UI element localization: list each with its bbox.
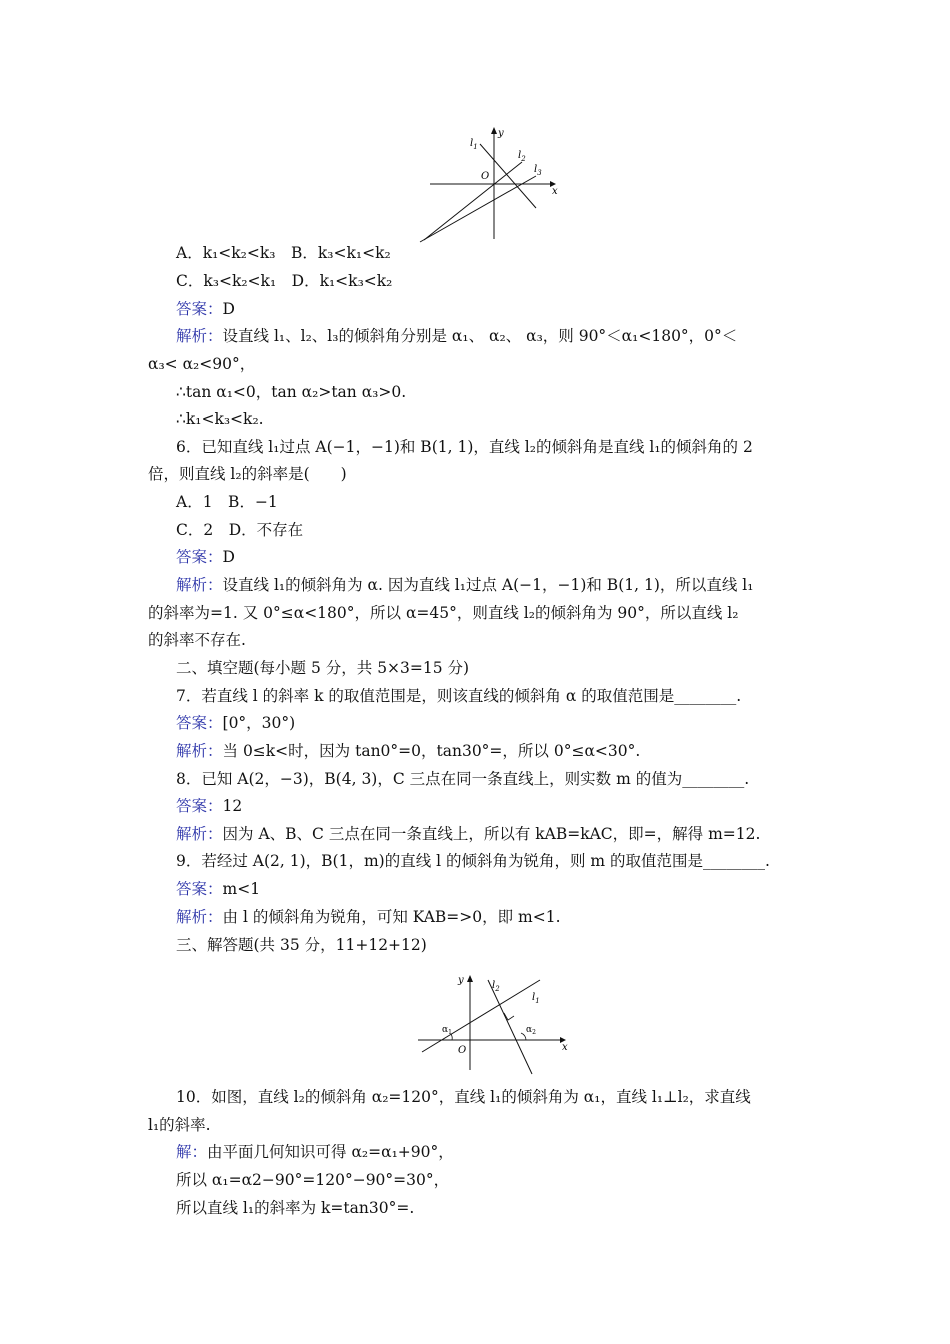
- q6-stem-2: 倍，则直线 l₂的斜率是( ): [148, 465, 347, 483]
- q5-analysis-3: ∴tan α₁<0，tan α₂>tan α₃>0.: [176, 383, 407, 401]
- analysis-label: 解析：: [176, 327, 223, 345]
- label-x: x: [562, 1042, 568, 1053]
- q5-options-cd: C．k₃<k₂<k₁ D．k₁<k₃<k₂: [176, 272, 393, 290]
- q9-analysis: 解析：由 l 的倾斜角为锐角，可知 KAB=>0，即 m<1.: [176, 908, 561, 926]
- label-x: x: [552, 186, 558, 197]
- q8-analysis: 解析：因为 A、B、C 三点在同一条直线上，所以有 kAB=kAC，即=，解得 m=12.: [176, 825, 761, 843]
- q6-options-cd: C．2 D．不存在: [176, 521, 304, 539]
- y-axis-arrow: [467, 975, 473, 982]
- section2-title: 二、填空题(每小题 5 分，共 5×3=15 分): [176, 659, 470, 677]
- label-l3: $l_3$: [534, 164, 542, 177]
- q6-analysis-3: 的斜率不存在.: [148, 631, 246, 649]
- q7-analysis: 解析：当 0≤k<时，因为 tan0°=0，tan30°=，所以 0°≤α<30°.: [176, 742, 641, 760]
- answer-label: 答案：: [176, 714, 223, 732]
- q6-analysis-1: 解析：设直线 l₁的倾斜角为 α. 因为直线 l₁过点 A(−1，−1)和 B(1, 1)，所以直线 l₁: [176, 576, 754, 594]
- q8-answer: 答案：12: [176, 797, 243, 815]
- q10-stem-1: 10．如图，直线 l₂的倾斜角 α₂=120°，直线 l₁的倾斜角为 α₁，直线 l₁⊥l₂，求直线: [176, 1088, 751, 1106]
- y-axis-arrow: [491, 127, 497, 134]
- q6-analysis-2: 的斜率为=1. 又 0°≤α<180°，所以 α=45°，则直线 l₂的倾斜角为 90°，所以直线 l₂: [148, 604, 739, 622]
- line-l2: [424, 162, 522, 240]
- answer-label: 答案：: [176, 548, 223, 566]
- label-l2: $l_2$: [518, 150, 526, 163]
- q10-solution-2: 所以 α₁=α2−90°=120°−90°=30°，: [176, 1171, 450, 1189]
- answer-label: 答案：: [176, 300, 223, 318]
- line-l3: [420, 176, 536, 242]
- q6-options-ab: A．1 B．−1: [176, 493, 278, 511]
- q5-analysis-2: α₃< α₂<90°，: [148, 355, 256, 373]
- analysis-label: 解析：: [176, 576, 223, 594]
- figure-perpendicular-lines: [414, 970, 574, 1082]
- q6-stem-1: 6．已知直线 l₁过点 A(−1，−1)和 B(1, 1)，直线 l₂的倾斜角是直线 l₁的倾斜角的 2: [176, 438, 753, 456]
- q7-stem: 7．若直线 l 的斜率 k 的取值范围是，则该直线的倾斜角 α 的取值范围是________.: [176, 687, 742, 705]
- label-origin: O: [458, 1045, 467, 1056]
- figure-three-lines: [418, 124, 568, 244]
- q9-answer: 答案：m<1: [176, 880, 261, 898]
- solution-label: 解：: [176, 1143, 208, 1161]
- q10-stem-2: l₁的斜率.: [148, 1116, 211, 1134]
- label-y: y: [498, 128, 504, 139]
- q5-analysis-4: ∴k₁<k₃<k₂.: [176, 410, 264, 428]
- q7-answer: 答案：[0°，30°): [176, 714, 296, 732]
- label-origin: O: [481, 171, 490, 182]
- section3-title: 三、解答题(共 35 分，11+12+12): [176, 936, 427, 954]
- analysis-label: 解析：: [176, 908, 223, 926]
- analysis-label: 解析：: [176, 742, 223, 760]
- q10-solution-1: 解：由平面几何知识可得 α₂=α₁+90°，: [176, 1143, 454, 1161]
- analysis-label: 解析：: [176, 825, 223, 843]
- q6-answer: 答案：D: [176, 548, 235, 566]
- label-a1: $\alpha_1$: [442, 1025, 452, 1036]
- answer-label: 答案：: [176, 797, 223, 815]
- label-a2: $\alpha_2$: [526, 1025, 536, 1036]
- q5-analysis-1: 解析：设直线 l₁、l₂、l₃的倾斜角分别是 α₁、 α₂、 α₃，则 90°＜α₁<180°，0°＜: [176, 327, 738, 345]
- q9-stem: 9．若经过 A(2, 1)，B(1，m)的直线 l 的倾斜角为锐角，则 m 的取值范围是________.: [176, 852, 770, 870]
- label-l1: $l_1$: [532, 992, 540, 1005]
- label-l1: $l_1$: [470, 138, 478, 151]
- q10-solution-3: 所以直线 l₁的斜率为 k=tan30°=.: [176, 1199, 415, 1217]
- q5-options-ab: A．k₁<k₂<k₃ B．k₃<k₁<k₂: [176, 244, 391, 262]
- answer-label: 答案：: [176, 880, 223, 898]
- q8-stem: 8．已知 A(2，−3)，B(4, 3)，C 三点在同一条直线上，则实数 m 的值为________.: [176, 770, 750, 788]
- label-y: y: [458, 975, 464, 986]
- q5-answer: 答案：D: [176, 300, 235, 318]
- line-l1: [422, 980, 540, 1052]
- label-l2: $l_2$: [492, 980, 500, 993]
